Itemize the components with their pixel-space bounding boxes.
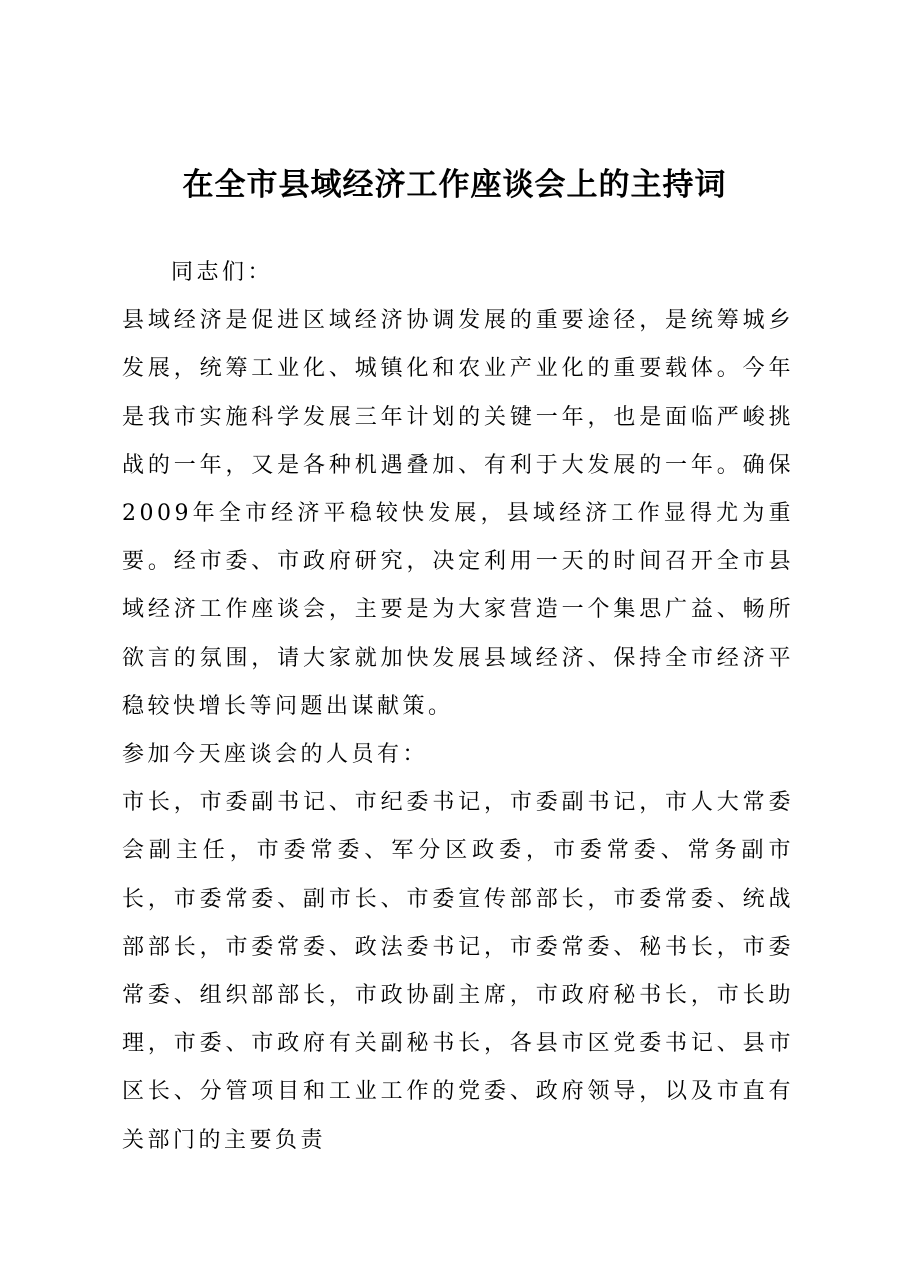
paragraph-attendees-list: 市长，市委副书记、市纪委书记，市委副书记，市人大常委会副主任，市委常委、军分区政委，市委常委、常务副市长，市委常委、副市长、市委宣传部部长，市委常委、统战部部长，市委常委、政法委书记，市委常委、秘书长，市委常委、组织部部长，市政协副主席，市政府秘书长，市长助理，市委、市政府有关副秘书长，各县市区党委书记、县市区长、分管项目和工业工作的党委、政府领导，以及市直有关部门的主要负责 [122,790,794,1153]
paragraph-attendees-heading: 参加今天座谈会的人员有： [122,742,429,768]
document-title: 在全市县域经济工作座谈会上的主持词 [182,167,727,203]
salutation: 同志们： [171,260,274,285]
document-body [122,249,794,1165]
paragraph-intro: 县域经济是促进区域经济协调发展的重要途径，是统筹城乡发展，统筹工业化、城镇化和农业产业化的重要载体。今年是我市实施科学发展三年计划的关键一年，也是面临严峻挑战的一年，又是各种机遇叠加、有利于大发展的一年。确保2009年全市经济平稳较快发展，县域经济工作显得尤为重要。经市委、市政府研究，决定利用一天的时间召开全市县域经济工作座谈会，主要是为大家营造一个集思广益、畅所欲言的氛围，请大家就加快发展县域经济、保持全市经济平稳较快增长等问题出谋献策。 [122,308,794,719]
